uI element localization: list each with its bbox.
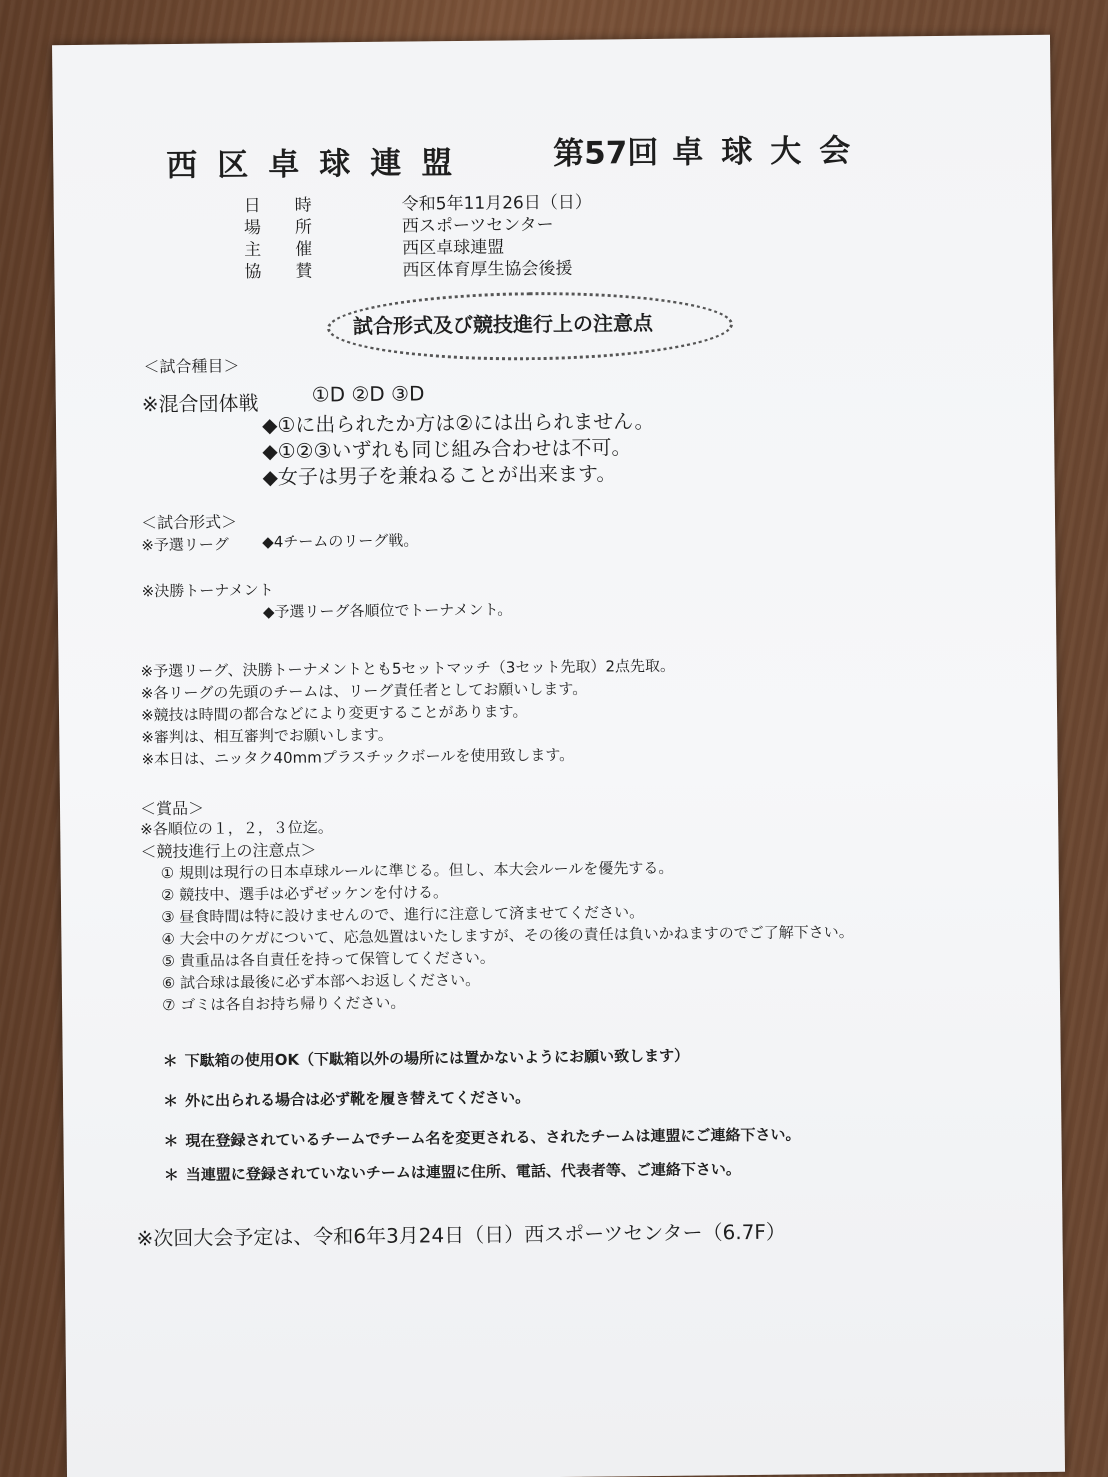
info-label: 主催	[244, 239, 347, 261]
document-title-league: 西区卓球連盟	[166, 144, 473, 185]
event-type-matches: ①D ②D ③D	[311, 381, 425, 407]
note-1: ※予選リーグ、決勝トーナメントとも5セットマッチ（3セット先取）2点先取。	[140, 656, 676, 681]
caution-item-6: ⑥ 試合球は最後に必ず本部へお返しください。	[161, 970, 481, 993]
info-label: 場所	[243, 217, 347, 239]
asterisk-bullet: ＊	[163, 1165, 179, 1185]
event-type-heading: ＜試合種目＞	[143, 356, 240, 377]
prizes-text: ※各順位の１，２，３位迄。	[140, 818, 333, 839]
note-2: ※各リーグの先頭のチームは、リーグ責任者としてお願いします。	[140, 679, 588, 703]
document-title-event	[553, 125, 869, 173]
asterisk-note-1	[163, 1045, 690, 1072]
format-final-label: ※決勝トーナメント	[141, 580, 274, 601]
info-value: 西区体育厚生協会後援	[402, 258, 573, 281]
asterisk-note-text: 下駄箱の使用OK（下駄箱以外の場所には置かないようにお願い致します）	[184, 1046, 690, 1070]
event-rule-1: ◆①に出られたか方は②には出られません。	[261, 408, 655, 438]
info-value: 西スポーツセンター	[401, 214, 554, 237]
asterisk-note-4	[164, 1158, 741, 1185]
format-prelim-desc: ◆4チームのリーグ戦。	[262, 531, 419, 552]
event-type-main: ※混合団体戦	[141, 391, 259, 417]
cautions-heading: ＜競技進行上の注意点＞	[140, 840, 317, 862]
format-heading: ＜試合形式＞	[140, 512, 238, 533]
next-event-notice: ※次回大会予定は、令和6年3月24日（日）西スポーツセンター（6.7F）	[136, 1219, 786, 1251]
event-rule-3: ◆女子は男子を兼ねることが出来ます。	[262, 461, 617, 490]
notice-banner: 試合形式及び競技進行上の注意点	[352, 310, 654, 339]
asterisk-bullet: ＊	[162, 1091, 179, 1111]
asterisk-bullet: ＊	[163, 1131, 179, 1151]
info-value: 令和5年11月26日（日）	[401, 192, 592, 215]
prizes-heading: ＜賞品＞	[139, 798, 205, 819]
caution-item-4: ④ 大会中のケガについて、応急処置はいたしますが、その後の責任は負いかねますのでご了解下さい。	[161, 922, 854, 949]
event-rule-2: ◆①②③いずれも同じ組み合わせは不可。	[262, 435, 632, 464]
caution-item-5: ⑤ 貴重品は各自責任を持って保管してください。	[161, 948, 495, 971]
asterisk-note-text: 現在登録されているチームでチーム名を変更される、されたチームは連盟にご連絡下さい。	[185, 1125, 801, 1150]
caution-item-3: ③ 昼食時間は特に設けませんので、進行に注意して済ませてください。	[161, 903, 645, 927]
event-name: 卓球大会	[672, 132, 869, 171]
caution-item-7: ⑦ ゴミは各自お持ち帰りください。	[161, 993, 406, 1015]
note-4: ※審判は、相互審判でお願いします。	[141, 725, 393, 747]
event-edition: 第57回	[553, 134, 659, 172]
asterisk-note-2	[163, 1086, 530, 1111]
asterisk-note-3	[163, 1123, 800, 1151]
info-label: 協賛	[244, 261, 347, 283]
asterisk-note-text: 外に出られる場合は必ず靴を履き替えてください。	[184, 1088, 531, 1110]
info-label: 日時	[243, 195, 346, 217]
format-final-desc: ◆予選リーグ各順位でトーナメント。	[262, 600, 513, 622]
info-value: 西区卓球連盟	[402, 237, 505, 259]
asterisk-bullet: ＊	[162, 1051, 178, 1071]
caution-item-1: ① 規則は現行の日本卓球ルールに準じる。但し、本大会ルールを優先する。	[160, 858, 674, 883]
asterisk-note-text: 当連盟に登録されていないチームは連盟に住所、電話、代表者等、ご連絡下さい。	[185, 1160, 741, 1184]
caution-item-2: ② 競技中、選手は必ずゼッケンを付ける。	[160, 883, 449, 905]
document-sheet	[52, 35, 1065, 1477]
note-5: ※本日は、ニッタク40mmプラスチックボールを使用致します。	[141, 745, 575, 769]
note-3: ※競技は時間の都合などにより変更することがあります。	[140, 702, 528, 725]
format-prelim-label: ※予選リーグ	[141, 535, 229, 555]
